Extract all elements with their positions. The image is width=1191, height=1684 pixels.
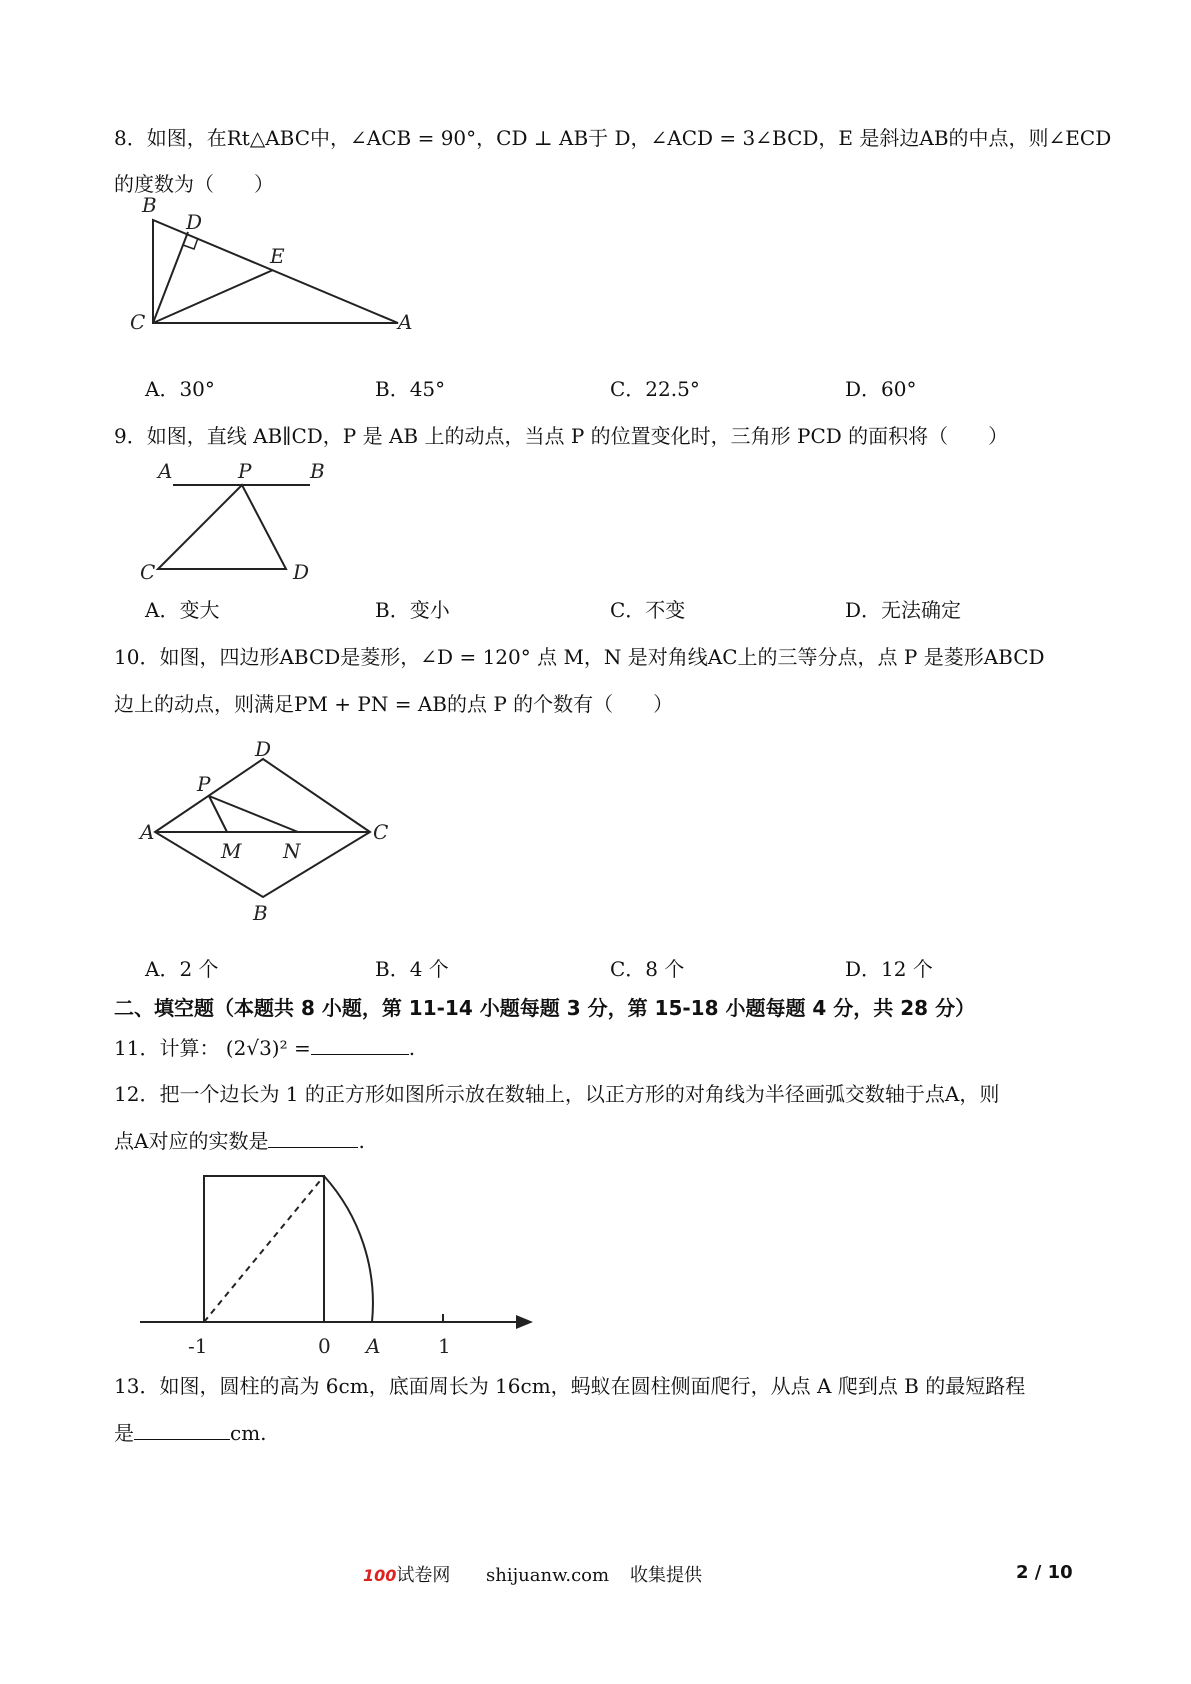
- q9-option-d[interactable]: D．无法确定: [845, 598, 962, 622]
- q8-label-B: B: [142, 193, 157, 217]
- q8-option-d[interactable]: D．60°: [845, 377, 917, 401]
- q8-stem-line1: 8．如图，在Rt△ABC中，∠ACB = 90°，CD ⊥ AB于 D，∠ACD = 3∠BCD，E 是斜边AB的中点，则∠ECD: [114, 126, 1112, 150]
- q13-stem-line1: 13．如图，圆柱的高为 6cm，底面周长为 16cm，蚂蚁在圆柱侧面爬行，从点 A 爬到点 B 的最短路程: [114, 1374, 1026, 1398]
- q9-option-a[interactable]: A．变大: [145, 598, 220, 622]
- footer-brand: [363, 1564, 450, 1588]
- q10-label-N: N: [283, 839, 301, 863]
- q10-label-B: B: [253, 901, 268, 925]
- q9-label-A: A: [158, 459, 173, 483]
- q8-stem-line2: 的度数为（ ）: [114, 172, 274, 196]
- q12-prefix: 点A对应的实数是: [114, 1129, 269, 1153]
- q10-label-D: D: [255, 737, 272, 761]
- q10-stem-line1: 10．如图，四边形ABCD是菱形，∠D = 120° 点 M，N 是对角线AC上的三等分点，点 P 是菱形ABCD: [114, 645, 1045, 669]
- q13-answer-blank[interactable]: [134, 1419, 230, 1440]
- page-number: 2 / 10: [1016, 1562, 1073, 1583]
- q9-figure: [138, 456, 338, 586]
- q10-option-d[interactable]: D．12 个: [845, 957, 933, 981]
- q12-tick-zero: 0: [318, 1334, 331, 1358]
- q13-suffix: cm.: [230, 1421, 267, 1445]
- q13-prefix: 是: [114, 1421, 134, 1445]
- footer-provider: 收集提供: [630, 1565, 702, 1586]
- footer-site-cn: 试卷网: [396, 1565, 451, 1586]
- q10-label-M: M: [221, 839, 242, 863]
- q11-prefix: 11．计算： (2√3)² =: [114, 1036, 311, 1060]
- q10-stem-line2: 边上的动点，则满足PM + PN = AB的点 P 的个数有（ ）: [114, 692, 674, 716]
- q12-answer-blank[interactable]: [268, 1127, 358, 1148]
- q9-label-B: B: [310, 459, 325, 483]
- q8-option-b[interactable]: B．45°: [375, 377, 446, 401]
- q9-label-D: D: [293, 560, 310, 584]
- q9-option-b[interactable]: B．变小: [375, 598, 450, 622]
- q8-label-D: D: [186, 210, 203, 234]
- q10-label-A: A: [140, 820, 155, 844]
- q12-label-A: A: [366, 1334, 381, 1358]
- q8-figure: [120, 193, 430, 346]
- q9-label-P: P: [238, 459, 252, 483]
- q9-label-C: C: [140, 560, 156, 584]
- q9-option-c[interactable]: C．不变: [610, 598, 686, 622]
- q8-label-A: A: [398, 310, 413, 334]
- q8-option-a[interactable]: A．30°: [145, 377, 215, 401]
- q8-option-c[interactable]: C．22.5°: [610, 377, 700, 401]
- q11-stem: [114, 1034, 415, 1062]
- q12-suffix: .: [358, 1129, 365, 1153]
- section-heading-fill-in: 二、填空题（本题共 8 小题，第 11-14 小题每题 3 分，第 15-18 小题每题 4 分，共 28 分）: [114, 996, 976, 1020]
- q10-label-C: C: [373, 820, 389, 844]
- q12-tick-minus-one: -1: [188, 1334, 208, 1358]
- q10-label-P: P: [197, 772, 211, 796]
- q9-stem-line1: 9．如图，直线 AB∥CD，P 是 AB 上的动点，当点 P 的位置变化时，三角形 PCD 的面积将（ ）: [114, 424, 1009, 448]
- q11-suffix: .: [408, 1036, 416, 1060]
- q11-answer-blank[interactable]: [311, 1034, 409, 1055]
- q12-stem-line1: 12．把一个边长为 1 的正方形如图所示放在数轴上，以正方形的对角线为半径画弧交数轴于点A，则: [114, 1082, 1000, 1106]
- q8-label-C: C: [130, 310, 146, 334]
- footer-logo: 100: [363, 1566, 397, 1585]
- q12-tick-one: 1: [438, 1334, 451, 1358]
- q13-stem-line2: [114, 1419, 267, 1447]
- q10-option-b[interactable]: B．4 个: [375, 957, 449, 981]
- q10-option-a[interactable]: A．2 个: [145, 957, 219, 981]
- q10-option-c[interactable]: C．8 个: [610, 957, 685, 981]
- footer-site-url[interactable]: shijuanw.com: [486, 1565, 610, 1586]
- q12-stem-line2: [114, 1127, 365, 1155]
- q12-number-line-figure: [138, 1168, 538, 1358]
- q10-figure: [135, 736, 405, 926]
- q8-label-E: E: [270, 244, 285, 268]
